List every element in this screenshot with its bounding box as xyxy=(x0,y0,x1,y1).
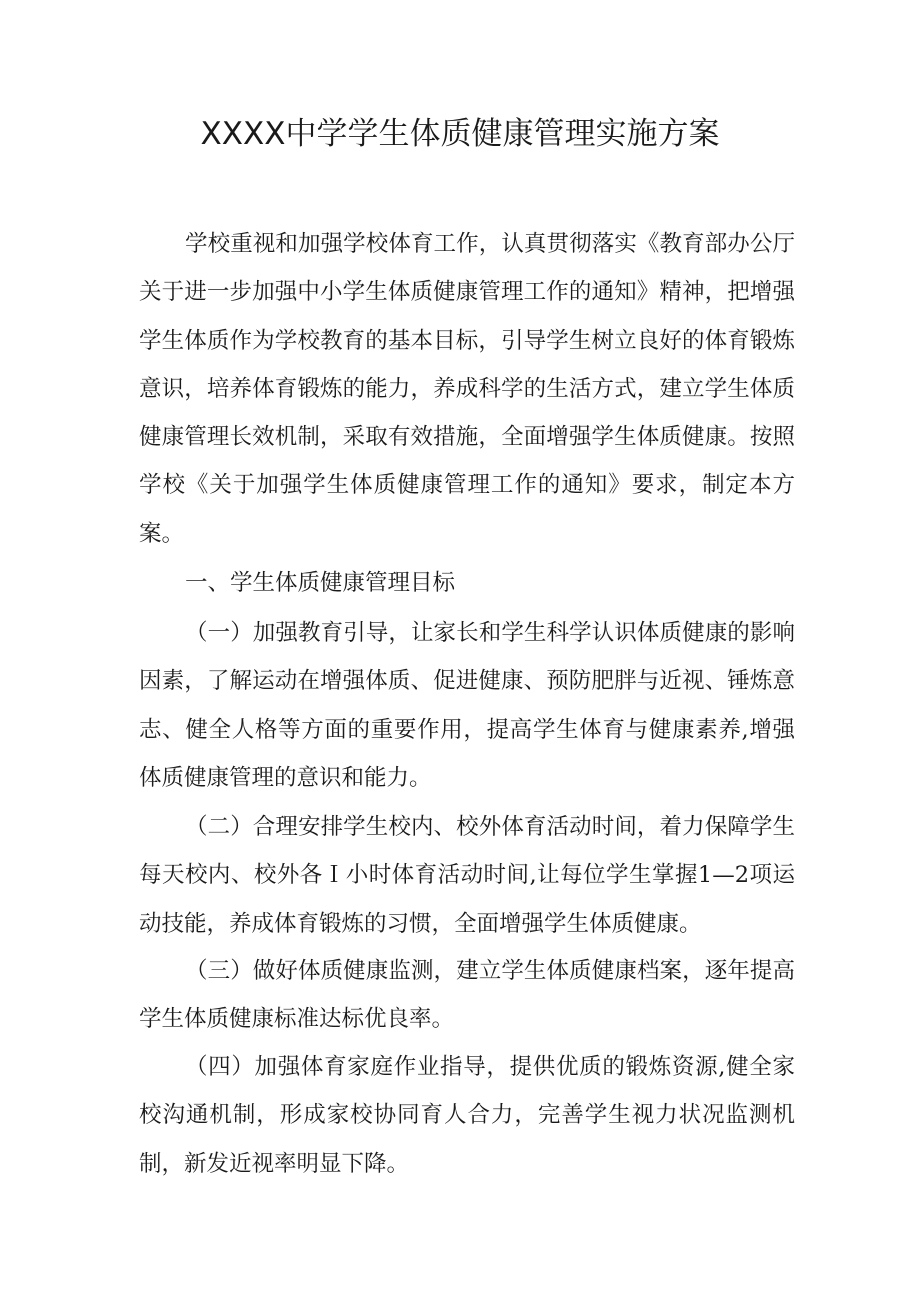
intro-paragraph: 学校重视和加强学校体育工作，认真贯彻落实《教育部办公厅关于进一步加强中小学生体质健康管理工作的通知》精神，把增强学生体质作为学校教育的基本目标，引导学生树立良好的体育锻炼意识，培养体育锻炼的能力，养成科学的生活方式，建立学生体质健康管理长效机制，采取有效措施，全面增强学生体质健康。按照学校《关于加强学生体质健康管理工作的通知》要求，制定本方案。 xyxy=(139,231,795,547)
goal-item-4: （四）加强体育家庭作业指导，提供优质的锻炼资源,健全家校沟通机制，形成家校协同育人合力，完善学生视力状况监测机制，新发近视率明显下降。 xyxy=(139,1054,795,1177)
goal-item-1: （一）加强教育引导，让家长和学生科学认识体质健康的影响因素，了解运动在增强体质、促进健康、预防肥胖与近视、锤炼意志、健全人格等方面的重要作用，提高学生体育与健康素养,增强体质健康管理的意识和能力。 xyxy=(139,620,795,791)
goal-item-3: （三）做好体质健康监测，建立学生体质健康档案，逐年提高学生体质健康标准达标优良率。 xyxy=(139,958,795,1033)
document-title: XXXX中学学生体质健康管理实施方案 xyxy=(200,116,720,152)
section-heading: 一、学生体质健康管理目标 xyxy=(185,570,456,596)
goal-item-2: （二）合理安排学生校内、校外体育活动时间，着力保障学生每天校内、校外各Ｉ小时体育活动时间,让每位学生掌握1—2项运动技能，养成体育锻炼的习惯，全面增强学生体质健康。 xyxy=(139,814,795,937)
